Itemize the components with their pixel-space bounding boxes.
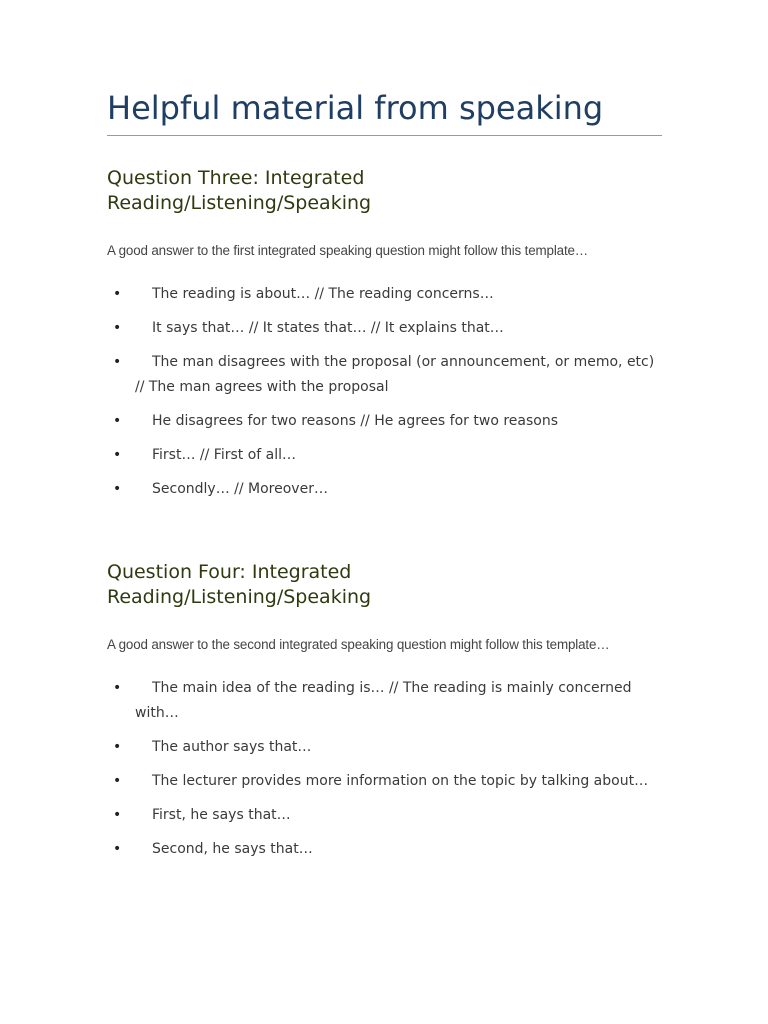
list-item xyxy=(107,769,667,794)
bullet-icon: • xyxy=(113,807,122,823)
section-heading xyxy=(107,560,667,610)
list-item-text: Secondly… // Moreover… xyxy=(152,481,328,497)
list-item xyxy=(107,282,667,307)
list-item-text: Second, he says that… xyxy=(152,841,313,857)
list-item xyxy=(107,735,667,760)
list-item xyxy=(107,837,667,862)
list-item-text: The author says that… xyxy=(152,739,312,755)
list-item-text: First… // First of all… xyxy=(152,447,297,463)
bullet-icon: • xyxy=(113,739,122,755)
list-item xyxy=(107,316,667,341)
bullet-icon: • xyxy=(113,320,122,336)
section-intro: A good answer to the first integrated speaking question might follow this template… xyxy=(107,243,589,258)
list-item xyxy=(107,443,667,468)
list-item xyxy=(107,409,667,434)
list-item xyxy=(107,477,667,502)
list-item-text: The main idea of the reading is… // The reading is mainly concerned with… xyxy=(135,680,632,721)
section-intro: A good answer to the second integrated speaking question might follow this template… xyxy=(107,637,610,652)
bullet-icon: • xyxy=(113,447,122,463)
list-item xyxy=(107,803,667,828)
title-underline-divider xyxy=(107,135,662,136)
list-item-text: The lecturer provides more information on the topic by talking about… xyxy=(152,773,649,789)
list-item-text: First, he says that… xyxy=(152,807,291,823)
bullet-icon: • xyxy=(113,841,122,857)
bullet-icon: • xyxy=(113,481,122,497)
list-item-text: He disagrees for two reasons // He agrees for two reasons xyxy=(152,413,558,429)
list-item xyxy=(107,676,667,726)
list-item-text: It says that… // It states that… // It explains that… xyxy=(152,320,504,336)
page-title: Helpful material from speaking xyxy=(107,89,604,127)
section-heading-line2: Reading/Listening/Speaking xyxy=(107,586,372,608)
section-heading xyxy=(107,166,667,216)
list-item xyxy=(107,350,667,400)
bullet-icon: • xyxy=(113,286,122,302)
bullet-list xyxy=(107,282,667,502)
bullet-icon: • xyxy=(113,773,122,789)
section-heading-line2: Reading/Listening/Speaking xyxy=(107,192,372,214)
bullet-icon: • xyxy=(113,413,122,429)
bullet-icon: • xyxy=(113,680,122,696)
section-question-three xyxy=(107,166,667,511)
section-heading-line1: Question Three: Integrated xyxy=(107,167,365,189)
section-question-four xyxy=(107,560,667,871)
bullet-list xyxy=(107,676,667,862)
bullet-icon: • xyxy=(113,354,122,370)
list-item-text: The man disagrees with the proposal (or announcement, or memo, etc) // The man agrees with the proposal xyxy=(135,354,655,395)
list-item-text: The reading is about… // The reading concerns… xyxy=(152,286,494,302)
section-heading-line1: Question Four: Integrated xyxy=(107,561,352,583)
